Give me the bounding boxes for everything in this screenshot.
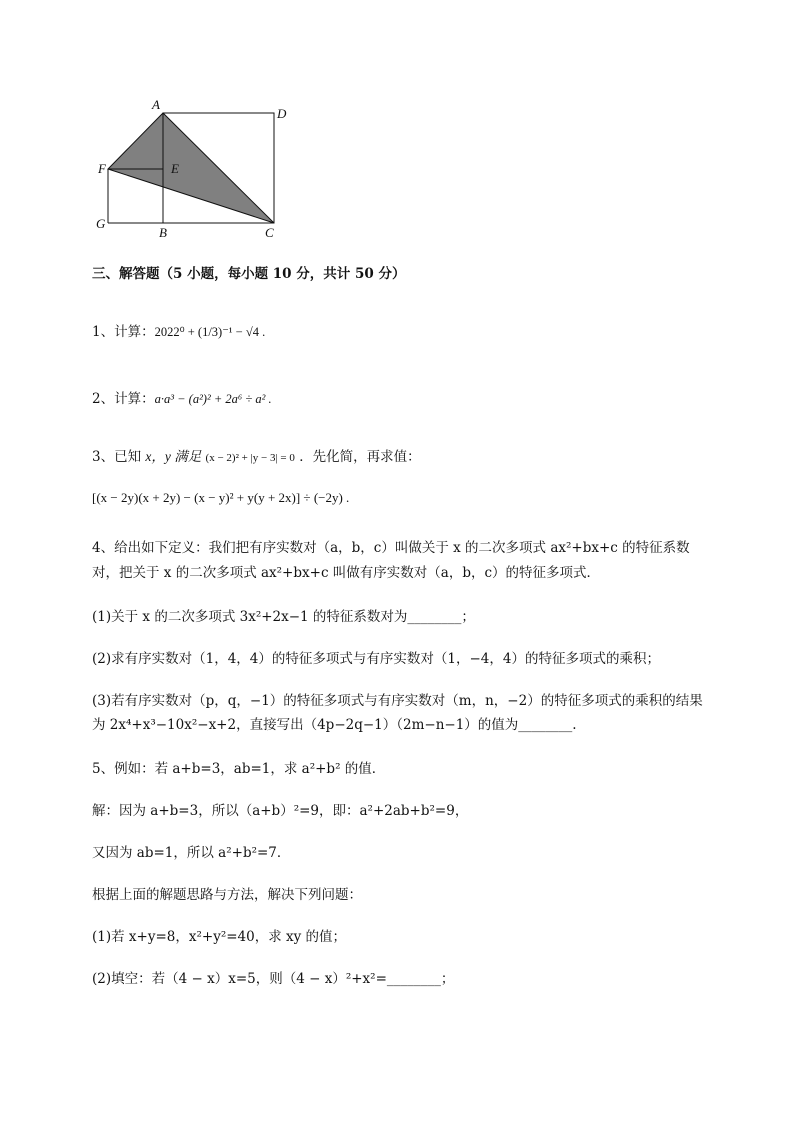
shaded-triangle-AFC xyxy=(108,113,274,223)
q4-part3-line2: 为 2x⁴+x³−10x²−x+2，直接写出（4p−2q−1）（2m−n−1）的值为________. xyxy=(92,717,577,733)
q3-condition: (x − 2)² + |y − 3| = 0 xyxy=(205,452,295,464)
q1-expression: 2022⁰ + (1/3)⁻¹ − √4 . xyxy=(154,325,266,339)
geometry-figure xyxy=(90,95,300,245)
q5-line3: 又因为 ab=1，所以 a²+b²=7． xyxy=(92,845,291,861)
q4-line2: 对，把关于 x 的二次多项式 ax²+bx+c 叫做有序实数对（a，b，c）的特征多项式． xyxy=(92,565,601,581)
question-1 xyxy=(92,323,265,341)
q3-mid: x，y 满足 xyxy=(145,449,202,464)
label-D: D xyxy=(277,106,287,121)
q5-part2: (2)填空：若（4 − x）x=5，则（4 − x）²+x²=________； xyxy=(92,971,455,987)
q3-prefix: 3、已知 xyxy=(92,449,142,465)
label-E: E xyxy=(171,161,179,176)
label-A: A xyxy=(152,97,160,112)
q3-suffix: ．先化简，再求值： xyxy=(299,449,421,465)
q5-part1: (1)若 x+y=8，x²+y²=40，求 xy 的值； xyxy=(92,929,347,945)
q2-prefix: 2、计算： xyxy=(92,391,155,407)
label-G: G xyxy=(96,216,106,231)
q5-line1: 5、例如：若 a+b=3，ab=1，求 a²+b² 的值． xyxy=(92,761,386,777)
q4-part2: (2)求有序实数对（1，4，4）的特征多项式与有序实数对（1，−4，4）的特征多项式的乘积； xyxy=(92,651,660,667)
q4-part1: (1)关于 x 的二次多项式 3x²+2x−1 的特征系数对为________； xyxy=(92,609,475,625)
q4-part3-line1: (3)若有序实数对（p，q，−1）的特征多项式与有序实数对（m，n，−2）的特征多项式的乘积的结果 xyxy=(92,693,703,709)
question-2 xyxy=(92,390,272,408)
label-C: C xyxy=(265,225,274,240)
q5-line4: 根据上面的解题思路与方法，解决下列问题： xyxy=(92,887,362,903)
question-3-line1 xyxy=(92,448,421,467)
q3-expression: [(x − 2y)(x + 2y) − (x − y)² + y(y + 2x)] ÷ (−2y) . xyxy=(92,490,350,505)
q2-expression: a·a³ − (a²)² + 2a⁶ ÷ a² . xyxy=(154,392,272,406)
label-F: F xyxy=(98,161,106,176)
label-B: B xyxy=(159,225,167,240)
section-heading: 三、解答题（5 小题，每小题 10 分，共计 50 分） xyxy=(92,266,406,282)
q4-line1: 4、给出如下定义：我们把有序实数对（a，b，c）叫做关于 x 的二次多项式 ax²+bx+c 的特征系数 xyxy=(92,540,690,556)
q5-line2: 解：因为 a+b=3，所以（a+b）²=9，即：a²+2ab+b²=9， xyxy=(92,803,469,819)
q1-prefix: 1、计算： xyxy=(92,324,155,340)
